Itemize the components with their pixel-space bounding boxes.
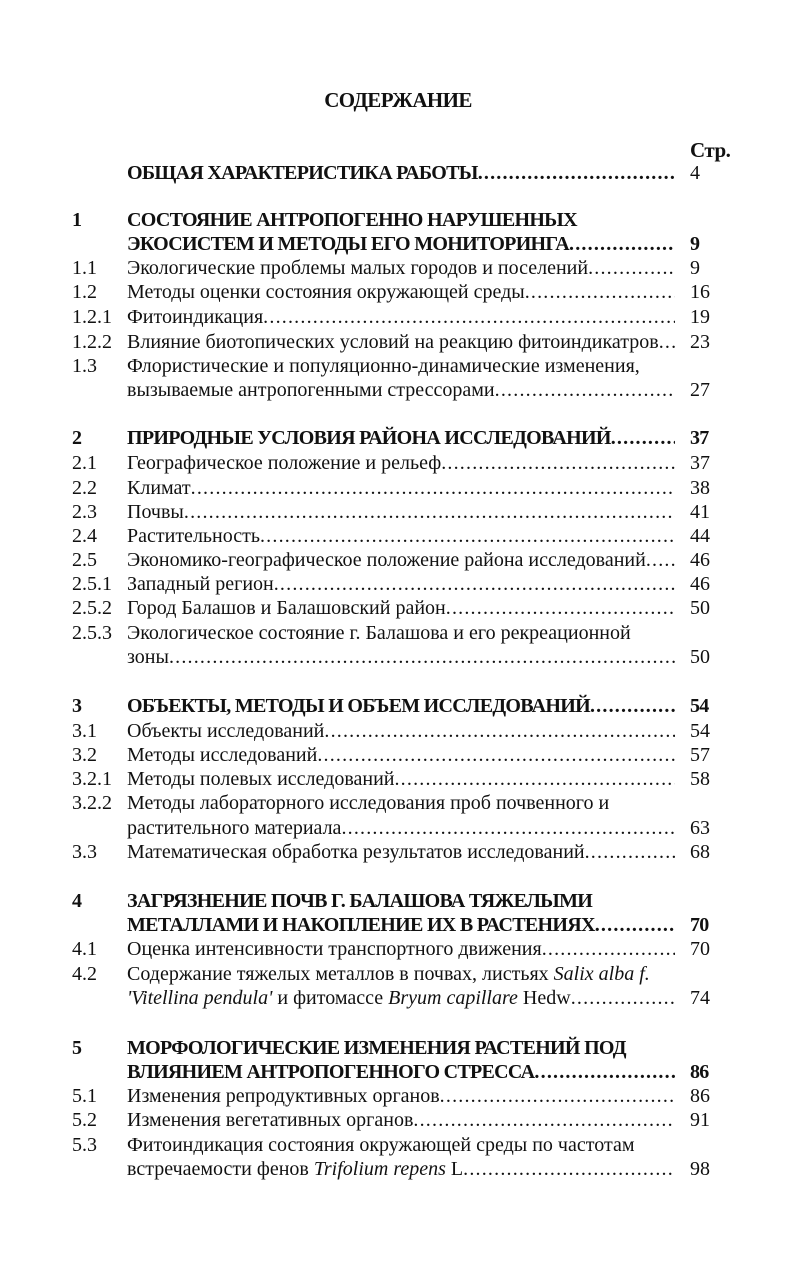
toc-entry-title [127, 354, 640, 378]
toc-page-number: 41 [690, 501, 710, 523]
toc-entry-line[interactable] [127, 1108, 675, 1132]
title-text: Климат [127, 477, 191, 499]
latin-name: 'Vitellina pendula' [127, 987, 273, 1009]
toc-entry-title [127, 500, 184, 524]
dot-leader [478, 161, 675, 185]
toc-entry-title [127, 962, 650, 986]
title-text: L [445, 1158, 464, 1180]
title-text: Город Балашов и Балашовский район [127, 597, 446, 619]
dot-leader [413, 1108, 675, 1132]
toc-entry-number: 5.2 [72, 1109, 97, 1131]
dot-leader [169, 645, 675, 669]
title-text: Экологическое состояние г. Балашова и его рекреационной [127, 622, 631, 644]
toc-entry-title [127, 1060, 534, 1084]
title-text: ПРИРОДНЫЕ УСЛОВИЯ РАЙОНА ИССЛЕДОВАНИЙ [127, 427, 611, 449]
title-text: Влияние биотопических условий на реакцию фитоиндикатров [127, 331, 659, 353]
toc-entry-line[interactable] [127, 791, 675, 815]
toc-entry-title [127, 1036, 626, 1060]
title-text: СОСТОЯНИЕ АНТРОПОГЕННО НАРУШЕННЫХ [127, 209, 577, 231]
toc-page-number: 38 [690, 477, 710, 499]
toc-entry-number: 3.2 [72, 744, 97, 766]
title-text: ОБЩАЯ ХАРАКТЕРИСТИКА РАБОТЫ [127, 162, 478, 184]
dot-leader [341, 816, 675, 840]
toc-entry-line[interactable] [127, 694, 675, 718]
dot-leader [569, 232, 675, 256]
toc-page-number: 4 [690, 162, 700, 184]
title-text: Методы исследований [127, 744, 318, 766]
dot-leader [324, 719, 675, 743]
toc-entry-line[interactable] [127, 840, 675, 864]
toc-page-number: 68 [690, 841, 710, 863]
dot-leader [184, 500, 675, 524]
latin-name: Bryum capillare [388, 987, 518, 1009]
toc-entry-line[interactable] [127, 280, 675, 304]
toc-page-number: 86 [690, 1061, 709, 1083]
toc-entry-title [127, 791, 609, 815]
dot-leader [542, 937, 675, 961]
toc-entry-line[interactable] [127, 1157, 675, 1181]
dot-leader [274, 572, 675, 596]
title-text: Оценка интенсивности транспортного движения [127, 938, 542, 960]
toc-entry-title [127, 645, 169, 669]
title-text: Растительность [127, 525, 260, 547]
toc-entry-line[interactable] [127, 500, 675, 524]
toc-entry-title [127, 621, 631, 645]
title-text: Фитоиндикация [127, 306, 264, 328]
title-text: Методы лабораторного исследования проб почвенного и [127, 792, 610, 814]
toc-entry-title [127, 694, 590, 718]
toc-entry-title [127, 548, 646, 572]
toc-page-number: 37 [690, 427, 709, 449]
dot-leader [394, 767, 675, 791]
toc-entry-line[interactable] [127, 596, 675, 620]
toc-entry-line[interactable] [127, 767, 675, 791]
toc-entry-number: 5.1 [72, 1085, 97, 1107]
toc-entry-number: 4.1 [72, 938, 97, 960]
dot-leader [659, 330, 675, 354]
toc-entry-title [127, 1133, 634, 1157]
title-text: Флористические и популяционно-динамические изменения, [127, 355, 640, 377]
toc-entry-title [127, 719, 324, 743]
toc-entry-number: 5 [72, 1037, 82, 1059]
toc-entry-title [127, 451, 441, 475]
toc-entry-line[interactable] [127, 208, 675, 232]
title-text: Методы оценки состояния окружающей среды [127, 281, 525, 303]
title-text: Изменения вегетативных органов [127, 1109, 414, 1131]
toc-entry-number: 2.5.3 [72, 622, 112, 644]
dot-leader [571, 986, 675, 1010]
toc-entry-title [127, 378, 495, 402]
toc-page-number: 58 [690, 768, 710, 790]
toc-entry-title [127, 330, 659, 354]
toc-entry-number: 3.3 [72, 841, 97, 863]
toc-entry-title [127, 256, 588, 280]
toc-entry-number: 3.1 [72, 720, 97, 742]
toc-entry-line[interactable] [127, 572, 675, 596]
title-text: ЭКОСИСТЕМ И МЕТОДЫ ЕГО МОНИТОРИНГА [127, 233, 570, 255]
dot-leader [595, 913, 675, 937]
toc-page-number: 50 [690, 597, 710, 619]
toc-entry-title [127, 1108, 413, 1132]
dot-leader [646, 548, 675, 572]
title-text: встречаемости фенов [127, 1158, 314, 1180]
toc-entry-title [127, 232, 569, 256]
toc-entry-title [127, 743, 317, 767]
toc-page-number: 27 [690, 379, 710, 401]
toc-entry-line[interactable] [127, 621, 675, 645]
toc-entry-title [127, 816, 341, 840]
toc-page-number: 70 [690, 914, 709, 936]
toc-entry-number: 2.5.2 [72, 597, 112, 619]
toc-entry-number: 2.1 [72, 452, 97, 474]
title-text: МОРФОЛОГИЧЕСКИЕ ИЗМЕНЕНИЯ РАСТЕНИЙ ПОД [127, 1037, 626, 1059]
dot-leader [588, 256, 675, 280]
dot-leader [446, 596, 675, 620]
title-text: Методы полевых исследований [127, 768, 395, 790]
toc-entry-title [127, 305, 263, 329]
toc-entry-title [127, 986, 571, 1010]
toc-entry-line[interactable] [127, 476, 675, 500]
toc-entry-number: 5.3 [72, 1134, 97, 1156]
toc-entry-title [127, 426, 611, 450]
toc-entry-line[interactable] [127, 1060, 675, 1084]
title-text: ВЛИЯНИЕМ АНТРОПОГЕННОГО СТРЕССА [127, 1061, 535, 1083]
dot-leader [463, 1157, 675, 1181]
title-text: Математическая обработка результатов исследований [127, 841, 585, 863]
toc-entry-number: 2.5 [72, 549, 97, 571]
toc-page-number: 63 [690, 817, 710, 839]
toc-entry-line[interactable] [127, 645, 675, 669]
title-text: вызываемые антропогенными стрессорами [127, 379, 495, 401]
dot-leader [441, 451, 675, 475]
toc-entry-title [127, 913, 595, 937]
toc-entry-title [127, 1157, 463, 1181]
toc-page-number: 54 [690, 720, 710, 742]
toc-entry-number: 2.5.1 [72, 573, 112, 595]
toc-entry-line[interactable] [127, 962, 675, 986]
toc-entry-title [127, 161, 478, 185]
title-text: Hedw [517, 987, 571, 1009]
title-text: Фитоиндикация состояния окружающей среды по частотам [127, 1134, 635, 1156]
toc-page-number: 74 [690, 987, 710, 1009]
toc-page-number: 46 [690, 573, 710, 595]
dot-leader [260, 524, 675, 548]
toc-entry-number: 2.2 [72, 477, 97, 499]
dot-leader [317, 743, 675, 767]
toc-page-number: 44 [690, 525, 710, 547]
toc-entry-line[interactable] [127, 451, 675, 475]
toc-entry-line[interactable] [127, 913, 675, 937]
toc-entry-title [127, 524, 260, 548]
toc-entry-number: 4.2 [72, 963, 97, 985]
toc-page-number: 19 [690, 306, 710, 328]
toc-entry-title [127, 476, 191, 500]
title-text: ОБЪЕКТЫ, МЕТОДЫ И ОБЪЕМ ИССЛЕДОВАНИЙ [127, 695, 590, 717]
toc-page-number: 50 [690, 646, 710, 668]
toc-page-number: 98 [690, 1158, 710, 1180]
dot-leader [495, 378, 675, 402]
toc-entry-line[interactable] [127, 889, 675, 913]
title-text: Объекты исследований [127, 720, 325, 742]
toc-entry-line[interactable] [127, 986, 675, 1010]
toc-entry-title [127, 840, 585, 864]
toc-entry-number: 1.2 [72, 281, 97, 303]
toc-entry-line[interactable] [127, 743, 675, 767]
dot-leader [534, 1060, 675, 1084]
toc-entry-line[interactable] [127, 524, 675, 548]
toc-page-number: 86 [690, 1085, 710, 1107]
page-column-header: Стр. [690, 138, 731, 162]
dot-leader [590, 694, 675, 718]
title-text: Содержание тяжелых металлов в почвах, листьях [127, 963, 554, 985]
toc-entry-line[interactable] [127, 378, 675, 402]
toc-entry-line[interactable] [127, 1084, 675, 1108]
toc-page-number: 54 [690, 695, 709, 717]
toc-entry-number: 4 [72, 890, 82, 912]
title-text: зоны [127, 646, 169, 668]
toc-entry-number: 1.2.1 [72, 306, 112, 328]
toc-page-number: 70 [690, 938, 710, 960]
title-text: Почвы [127, 501, 184, 523]
toc-entry-title [127, 596, 446, 620]
toc-entry-line[interactable] [127, 161, 675, 185]
title-text: Географическое положение и рельеф [127, 452, 442, 474]
toc-page-number: 57 [690, 744, 710, 766]
title-text: Западный регион [127, 573, 274, 595]
toc-entry-line[interactable] [127, 816, 675, 840]
toc-entry-title [127, 280, 525, 304]
dot-leader [191, 476, 675, 500]
page-title: СОДЕРЖАНИЕ [324, 88, 472, 112]
title-text: и фитомассе [272, 987, 389, 1009]
dot-leader [440, 1084, 675, 1108]
toc-entry-line[interactable] [127, 354, 675, 378]
toc-entry-line[interactable] [127, 426, 675, 450]
toc-entry-title [127, 208, 577, 232]
toc-entry-line[interactable] [127, 305, 675, 329]
toc-entry-line[interactable] [127, 937, 675, 961]
title-text: МЕТАЛЛАМИ И НАКОПЛЕНИЕ ИХ В РАСТЕНИЯХ [127, 914, 595, 936]
dot-leader [525, 280, 675, 304]
toc-page-number: 16 [690, 281, 710, 303]
title-text: ЗАГРЯЗНЕНИЕ ПОЧВ Г. БАЛАШОВА ТЯЖЕЛЫМИ [127, 890, 593, 912]
toc-entry-number: 3 [72, 695, 82, 717]
toc-entry-number: 3.2.2 [72, 792, 112, 814]
latin-name: Trifolium repens [313, 1158, 446, 1180]
toc-page-number: 9 [690, 257, 700, 279]
title-text: Экономико-географическое положение района исследований [127, 549, 646, 571]
toc-page-number: 46 [690, 549, 710, 571]
dot-leader [611, 426, 675, 450]
toc-entry-line[interactable] [127, 719, 675, 743]
toc-entry-number: 1.2.2 [72, 331, 112, 353]
toc-entry-line[interactable] [127, 256, 675, 280]
toc-entry-number: 2 [72, 427, 82, 449]
latin-name: Salix alba f. [553, 963, 650, 985]
toc-entry-number: 2.3 [72, 501, 97, 523]
toc-entry-line[interactable] [127, 1133, 675, 1157]
toc-entry-number: 3.2.1 [72, 768, 112, 790]
toc-entry-title [127, 767, 394, 791]
toc-entry-title [127, 1084, 440, 1108]
dot-leader [263, 305, 675, 329]
dot-leader [585, 840, 675, 864]
toc-entry-title [127, 937, 542, 961]
toc-entry-number: 1.3 [72, 355, 97, 377]
toc-page-number: 91 [690, 1109, 710, 1131]
toc-entry-line[interactable] [127, 232, 675, 256]
toc-entry-line[interactable] [127, 548, 675, 572]
toc-entry-number: 2.4 [72, 525, 97, 547]
toc-entry-line[interactable] [127, 330, 675, 354]
toc-entry-title [127, 889, 592, 913]
toc-entry-number: 1 [72, 209, 82, 231]
title-text: растительного материала [127, 817, 342, 839]
toc-page-number: 23 [690, 331, 710, 353]
toc-entry-number: 1.1 [72, 257, 97, 279]
toc-entry-line[interactable] [127, 1036, 675, 1060]
toc-entry-title [127, 572, 274, 596]
title-text: Экологические проблемы малых городов и поселений [127, 257, 589, 279]
toc-page-number: 9 [690, 233, 700, 255]
title-text: Изменения репродуктивных органов [127, 1085, 440, 1107]
toc-page-number: 37 [690, 452, 710, 474]
